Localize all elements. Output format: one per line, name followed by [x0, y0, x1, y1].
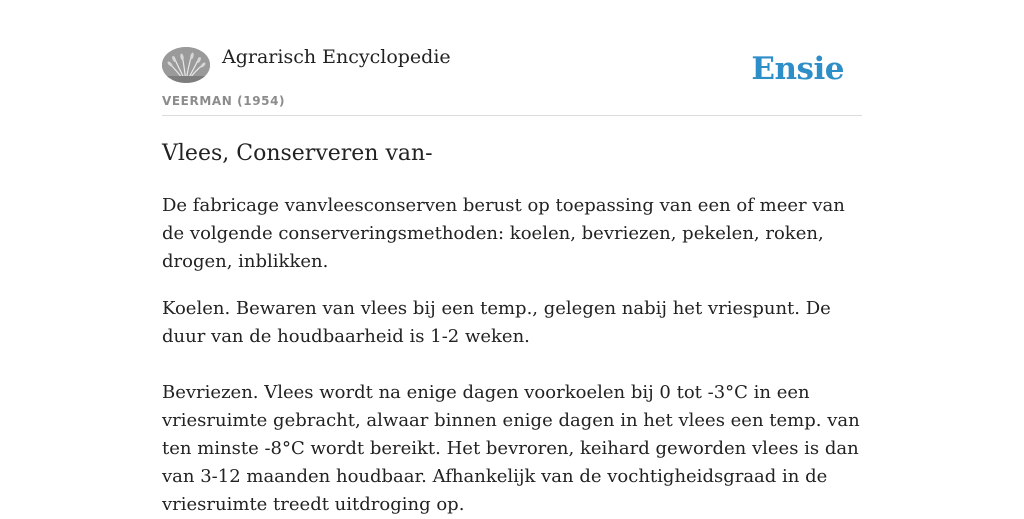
article-paragraph-bevriezen: Bevriezen. Vlees wordt na enige dagen voorkoelen bij 0 tot -3°C in een vriesruimte gebracht, alwaar binnen enige dagen in het vlees een temp. van ten minste -8°C wordt bereikt. Het bevroren, keihard geworden vlees is dan van 3-12 maanden houdbaar. Afhankelijk van de vochtigheidsgraad in de vriesruimte treedt uitdroging op.: [162, 382, 860, 515]
wheat-book-cover-icon[interactable]: [162, 47, 210, 83]
brand-logo-link[interactable]: Ensie: [751, 51, 844, 87]
book-title[interactable]: Agrarisch Encyclopedie: [222, 46, 451, 68]
page: [162, 0, 862, 515]
article-paragraph-intro: De fabricage vanvleesconserven berust op toepassing van een of meer van de volgende conserveringsmethoden: koelen, bevriezen, pekelen, roken, drogen, inblikken.: [162, 195, 845, 272]
book-author: VEERMAN (1954): [162, 94, 286, 108]
article-title: Vlees, Conserveren van-: [162, 141, 433, 166]
header: [162, 0, 862, 116]
article-paragraph-koelen: Koelen. Bewaren van vlees bij een temp., gelegen nabij het vriespunt. De duur van de houdbaarheid is 1-2 weken.: [162, 298, 831, 347]
